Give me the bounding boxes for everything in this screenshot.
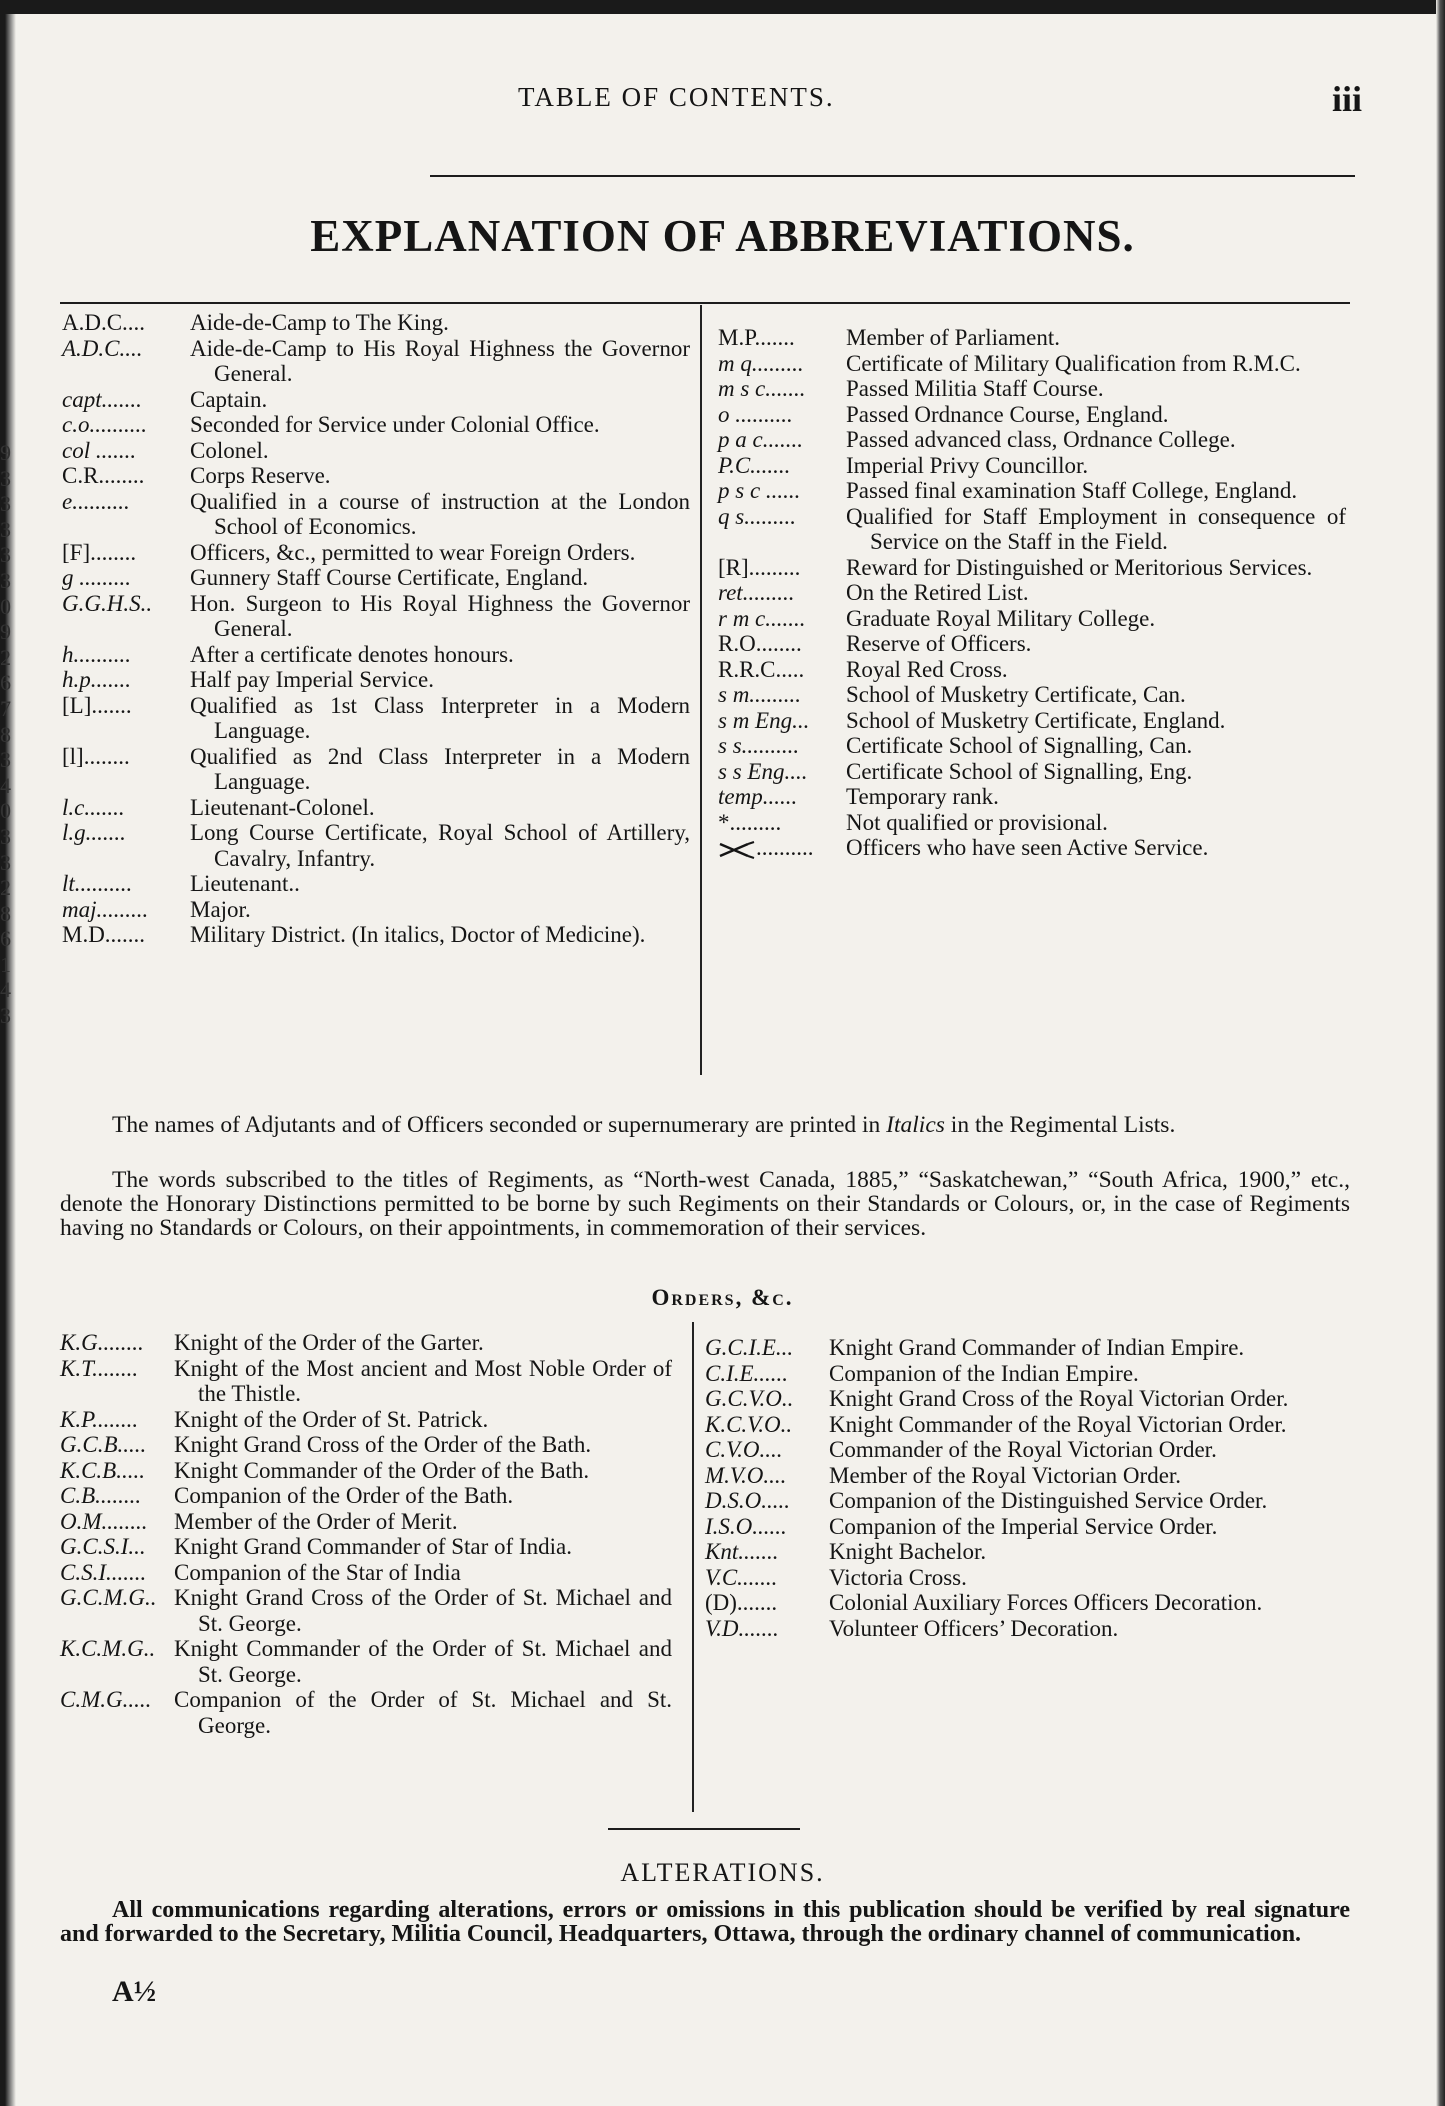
abbreviation-definition: Certificate of Military Qualification from R.M.C. [846,350,1301,376]
order-abbreviation: K.G........ [60,1330,144,1355]
margin-digit: 3 [0,516,11,542]
order-entry [705,1412,1329,1438]
abbreviation-definition: Qualified as 1st Class Interpreter in a Modern Language. [190,692,690,743]
abbreviation-abbreviation: M.D....... [62,922,146,947]
order-definition: Knight Grand Cross of the Order of the Bath. [174,1432,592,1457]
abbreviation-definition: Royal Red Cross. [846,656,1008,682]
abbreviation-abbreviation: R.R.C..... [718,656,805,682]
abbreviation-entry [62,412,690,438]
abbreviation-definition: Reward for Distinguished or Meritorious Services. [846,554,1313,580]
order-definition: Knight Commander of the Order of the Bath. [174,1457,590,1483]
abbreviation-definition: Long Course Certificate, Royal School of Artillery, Cavalry, Infantry. [190,820,690,871]
order-entry [705,1463,1329,1489]
abbreviation-abbreviation: R.O........ [718,631,802,656]
abbreviation-entry [718,682,1346,708]
abbreviation-entry [718,784,1346,810]
abbreviation-abbreviation: m s c....... [718,376,806,401]
abbreviation-entry [62,310,690,336]
abbreviation-entry [62,820,690,871]
abbreviation-definition: Certificate School of Signalling, Eng. [846,758,1193,784]
abbreviation-abbreviation: r m c....... [718,605,806,631]
order-definition: Knight of the Most ancient and Most Noble Order of the Thistle. [174,1355,672,1406]
abbreviation-entry [62,591,690,642]
abbreviation-entry [62,667,690,693]
abbreviation-definition: Colonel. [190,437,269,463]
abbreviation-entry [62,387,690,413]
margin-digit-fragments [0,440,14,1029]
abbreviation-abbreviation: p s c ...... [718,478,801,503]
abbreviation-definition: School of Musketry Certificate, England. [846,707,1226,733]
margin-digit: 4 [0,977,11,1003]
abbreviation-definition: Certificate School of Signalling, Can. [846,733,1193,758]
abbreviation-definition: On the Retired List. [846,580,1029,605]
order-entry [705,1590,1329,1616]
abbreviation-definition: Qualified for Staff Employment in consequence of Service on the Staff in the Field. [846,503,1346,554]
italics-note-emphasis: Italics [886,1112,945,1138]
order-entry [60,1458,672,1484]
order-entry [705,1386,1329,1412]
header-rule [430,175,1355,177]
order-definition: Knight of the Order of St. Patrick. [174,1406,489,1432]
order-abbreviation: V.C....... [705,1564,778,1590]
abbreviations-left-column [62,310,690,948]
order-definition: Knight Bachelor. [829,1539,987,1564]
abbreviation-entry [718,453,1346,479]
abbreviation-definition: Passed final examination Staff College, England. [846,478,1298,503]
order-definition: Knight Grand Commander of Indian Empire. [829,1335,1245,1360]
abbreviation-definition: Major. [190,896,251,922]
italics-note-suffix: in the Regimental Lists. [944,1112,1176,1138]
abbreviation-definition: Passed Militia Staff Course. [846,376,1104,401]
abbreviation-abbreviation [718,835,846,861]
abbreviation-definition: Temporary rank. [846,784,999,809]
order-definition: Member of the Royal Victorian Order. [829,1462,1182,1488]
order-entry [60,1560,672,1586]
order-abbreviation: K.C.V.O.. [705,1411,793,1437]
abbreviation-entry [62,336,690,387]
abbreviation-entry [718,555,1346,581]
honours-note: The words subscribed to the titles of Regiments, as “North-west Canada, 1885,” “Saskatchewan,” “South Africa, 1900,” etc., denote the Honorary Distinctions permitted to be borne by such Regiments on their Standards or Colours, or, in the case of Regiments having no Standards or Colours, on their appointments, in commemoration of their services. [60,1167,1350,1241]
order-definition: Knight Commander of the Royal Victorian Order. [829,1411,1287,1437]
alterations-rule [608,1828,800,1830]
orders-heading: Orders, &c. [651,1285,794,1310]
orders-right-column [705,1335,1329,1641]
margin-digit: 6 [0,670,11,696]
order-abbreviation: C.M.G..... [60,1687,152,1712]
abbreviation-entry [718,478,1346,504]
abbreviation-definition: Graduate Royal Military College. [846,605,1156,631]
order-entry [705,1488,1329,1514]
abbreviation-abbreviation: lt.......... [62,871,133,896]
abbreviation-entry [718,657,1346,683]
abbreviation-entry [718,810,1346,836]
order-abbreviation: Knt....... [705,1539,779,1564]
page-number: iii [1332,79,1363,119]
abbreviation-entry [62,693,690,744]
order-entry [60,1585,672,1636]
order-entry [60,1432,672,1458]
abbreviation-entry [62,565,690,591]
abbreviation-entry [62,540,690,566]
abbreviation-entry [62,744,690,795]
abbreviation-entry [718,631,1346,657]
margin-digit: 3 [0,1003,11,1029]
order-entry [705,1565,1329,1591]
order-entry [705,1514,1329,1540]
abbreviation-definition: Seconded for Service under Colonial Office. [190,412,600,437]
order-abbreviation: M.V.O.... [705,1462,787,1488]
abbreviation-entry [718,351,1346,377]
order-abbreviation: I.S.O...... [705,1513,787,1539]
order-entry [705,1361,1329,1387]
abbreviation-entry [62,922,690,948]
order-abbreviation: C.B........ [60,1483,142,1508]
order-entry [60,1636,672,1687]
margin-digit: 3 [0,747,11,773]
abbreviation-abbreviation: s m Eng... [718,707,810,733]
order-entry [705,1335,1329,1361]
order-entry [60,1330,672,1356]
page-binding-shadow [0,0,16,2106]
abbreviation-abbreviation: e.......... [62,488,130,514]
order-abbreviation: G.C.I.E... [705,1335,794,1360]
abbreviations-column-divider [700,305,702,1075]
page-title: EXPLANATION OF ABBREVIATIONS. [310,211,1135,261]
margin-digit: 7 [0,695,11,721]
order-definition: Companion of the Imperial Service Order. [829,1513,1218,1539]
abbreviation-abbreviation: s m......... [718,682,802,707]
order-definition: Knight Grand Cross of the Order of St. Michael and St. George. [174,1585,672,1636]
abbreviation-abbreviation: [L]....... [62,692,132,718]
order-definition: Knight Commander of the Order of St. Michael and St. George. [174,1636,672,1687]
abbreviation-definition: Half pay Imperial Service. [190,667,434,692]
abbreviation-abbreviation: l.g....... [62,820,126,845]
italics-note-prefix: The names of Adjutants and of Officers seconded or supernumerary are printed in [112,1112,887,1138]
margin-digit: 2 [0,875,11,901]
abbreviation-entry [718,606,1346,632]
running-head: TABLE OF CONTENTS. [518,82,835,112]
abbreviation-abbreviation: q s......... [718,503,796,529]
margin-digit: 1 [0,951,11,977]
margin-digit: 9 [0,440,11,465]
abbreviation-entry [62,489,690,540]
page-top-edge [0,0,1445,14]
order-definition: Volunteer Officers’ Decoration. [829,1615,1119,1641]
margin-digit: 3 [0,491,11,517]
order-entry [705,1437,1329,1463]
abbreviation-abbreviation: capt....... [62,386,142,412]
abbreviation-definition: Captain. [190,386,268,412]
abbreviation-abbreviation: *......... [718,809,782,835]
abbreviation-definition: Hon. Surgeon to His Royal Highness the Governor General. [190,590,690,641]
abbreviation-entry [62,795,690,821]
order-entry [705,1539,1329,1565]
order-definition: Victoria Cross. [829,1564,967,1590]
order-abbreviation: K.C.B..... [60,1457,145,1483]
order-abbreviation: G.C.S.I... [60,1534,146,1559]
abbreviation-abbreviation: ret......... [718,580,795,605]
abbreviation-abbreviation: c.o.......... [62,412,147,437]
abbreviation-definition: After a certificate denotes honours. [190,641,514,667]
margin-digit: 3 [0,849,11,875]
page-right-edge [1436,0,1445,2106]
abbreviation-definition: Aide-de-Camp to The King. [190,310,449,335]
order-abbreviation: D.S.O..... [705,1488,790,1513]
abbreviation-entry [62,463,690,489]
abbreviation-definition: Corps Reserve. [190,463,331,488]
abbreviation-definition: Lieutenant.. [190,871,300,896]
abbreviation-entry [718,835,1346,861]
abbreviation-abbreviation: [R]......... [718,554,801,580]
abbreviation-abbreviation: h.......... [62,641,131,667]
margin-digit: 2 [0,644,11,670]
abbreviation-abbreviation-leader: .......... [756,835,814,860]
abbreviation-abbreviation: col ....... [62,437,137,463]
abbreviations-right-column [718,325,1346,861]
abbreviation-definition: Reserve of Officers. [846,631,1032,656]
abbreviation-abbreviation: p a c....... [718,427,803,452]
order-abbreviation: K.C.M.G.. [60,1636,156,1661]
abbreviation-abbreviation: G.G.H.S.. [62,590,153,616]
order-definition: Knight of the Order of the Garter. [174,1330,484,1355]
abbreviation-entry [62,871,690,897]
abbreviation-definition: Passed Ordnance Course, England. [846,401,1169,427]
order-entry [705,1616,1329,1642]
order-abbreviation: O.M........ [60,1508,148,1534]
abbreviation-abbreviation: s s Eng.... [718,758,808,784]
abbreviation-definition: Qualified in a course of instruction at the London School of Economics. [190,488,690,539]
order-definition: Companion of the Order of the Bath. [174,1483,514,1508]
abbreviation-abbreviation: h.p....... [62,667,131,692]
order-definition: Knight Grand Cross of the Royal Victorian Order. [829,1386,1289,1411]
order-definition: Member of the Order of Merit. [174,1508,458,1534]
title-rule [60,302,1350,304]
abbreviation-definition: Not qualified or provisional. [846,809,1108,835]
order-definition: Companion of the Distinguished Service Order. [829,1488,1268,1513]
order-abbreviation: K.P........ [60,1406,139,1432]
abbreviation-abbreviation: m q......... [718,350,804,376]
order-abbreviation: K.T........ [60,1355,139,1381]
abbreviation-definition: Officers who have seen Active Service. [846,835,1209,860]
abbreviation-entry [718,402,1346,428]
margin-digit: 4 [0,772,11,798]
margin-digit: 6 [0,926,11,952]
abbreviation-definition: Officers, &c., permitted to wear Foreign Orders. [190,539,636,565]
alterations-heading: ALTERATIONS. [620,1858,825,1887]
abbreviation-entry [718,427,1346,453]
abbreviation-abbreviation: s s.......... [718,733,800,758]
abbreviation-abbreviation: A.D.C.... [62,310,146,335]
order-entry [60,1407,672,1433]
abbreviation-definition: Lieutenant-Colonel. [190,794,375,820]
abbreviation-abbreviation: o .......... [718,401,793,427]
abbreviation-abbreviation: [F]........ [62,539,137,565]
abbreviation-definition: Gunnery Staff Course Certificate, England. [190,565,589,590]
orders-left-column [60,1330,672,1738]
order-entry [60,1483,672,1509]
order-abbreviation: G.C.B..... [60,1432,147,1457]
abbreviation-entry [718,733,1346,759]
crossed-swords-icon [718,841,756,859]
order-entry [60,1509,672,1535]
order-abbreviation: G.C.M.G.. [60,1585,157,1610]
abbreviation-entry [62,642,690,668]
order-abbreviation: C.I.E...... [705,1360,789,1386]
order-definition: Companion of the Order of St. Michael and St. George. [174,1687,672,1738]
margin-digit: 0 [0,593,11,619]
abbreviation-entry [718,580,1346,606]
abbreviation-definition: Member of Parliament. [846,325,1060,350]
order-abbreviation: C.S.I....... [60,1559,147,1585]
abbreviation-abbreviation: [l]........ [62,743,130,769]
order-definition: Companion of the Indian Empire. [829,1360,1139,1386]
abbreviation-definition: Imperial Privy Councillor. [846,452,1089,478]
abbreviation-definition: Aide-de-Camp to His Royal Highness the Governor General. [190,335,690,386]
abbreviation-entry [62,438,690,464]
order-definition: Commander of the Royal Victorian Order. [829,1437,1217,1462]
abbreviation-abbreviation: C.R........ [62,463,145,488]
margin-digit: 3 [0,542,11,568]
order-abbreviation: C.V.O.... [705,1437,783,1462]
margin-digit: 0 [0,798,11,824]
abbreviation-abbreviation: maj......... [62,896,149,922]
abbreviation-definition: Qualified as 2nd Class Interpreter in a Modern Language. [190,743,690,794]
margin-digit: 9 [0,619,11,645]
abbreviation-abbreviation: A.D.C.... [62,335,143,361]
order-definition: Companion of the Star of India [174,1559,461,1585]
margin-digit: 3 [0,567,11,593]
order-abbreviation: G.C.V.O.. [705,1386,794,1411]
order-abbreviation: (D)....... [705,1590,778,1615]
margin-digit: 8 [0,900,11,926]
order-entry [60,1534,672,1560]
abbreviation-entry [718,325,1346,351]
order-entry [60,1687,672,1738]
abbreviation-entry [62,897,690,923]
orders-column-divider [692,1322,694,1812]
abbreviation-abbreviation: temp...... [718,784,798,809]
abbreviation-definition: Military District. (In italics, Doctor of Medicine). [190,922,646,947]
abbreviation-entry [718,708,1346,734]
abbreviation-definition: Passed advanced class, Ordnance College. [846,427,1236,452]
abbreviation-entry [718,504,1346,555]
order-entry [60,1356,672,1407]
abbreviation-entry [718,759,1346,785]
alterations-text: All communications regarding alterations, errors or omissions in this publication should be verified by real signature and forwarded to the Secretary, Militia Council, Headquarters, Ottawa, through the ordinary channel of communication. [60,1897,1350,1947]
abbreviation-abbreviation: M.P....... [718,325,795,350]
signature-mark: A½ [112,1975,157,2008]
abbreviation-abbreviation: P.C....... [718,452,791,478]
abbreviation-definition: School of Musketry Certificate, Can. [846,682,1186,707]
order-abbreviation: V.D....... [705,1615,779,1641]
abbreviation-entry [718,376,1346,402]
abbreviation-abbreviation: g ......... [62,565,131,590]
italics-note [60,1113,1350,1137]
margin-digit: 8 [0,721,11,747]
order-definition: Colonial Auxiliary Forces Officers Decoration. [829,1590,1263,1615]
order-definition: Knight Grand Commander of Star of India. [174,1534,572,1559]
abbreviation-abbreviation: l.c....... [62,794,125,820]
margin-digit: 3 [0,465,11,491]
margin-digit: 3 [0,823,11,849]
